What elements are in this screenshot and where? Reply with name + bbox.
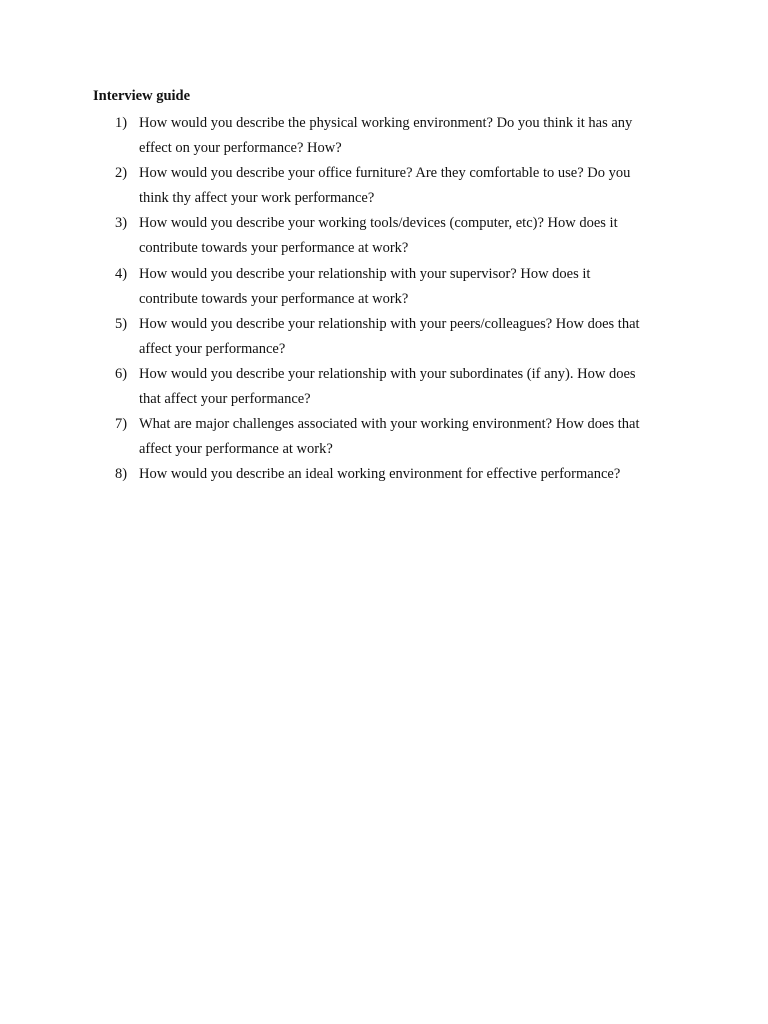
question-number: 3) (115, 215, 128, 232)
question-item-5 (93, 312, 693, 362)
question-text-line: affect your performance? (139, 340, 286, 357)
question-text-line: How would you describe your relationship with your subordinates (if any). How does (139, 365, 636, 382)
question-number: 2) (115, 165, 128, 182)
question-text-line: think thy affect your work performance? (139, 190, 375, 207)
question-text-line: affect your performance at work? (139, 441, 333, 458)
question-number: 5) (115, 315, 128, 332)
question-text-line: effect on your performance? How? (139, 140, 342, 157)
question-number: 6) (115, 365, 128, 382)
question-item-7 (93, 412, 693, 462)
question-list (93, 111, 693, 487)
question-text-line: How would you describe your office furniture? Are they comfortable to use? Do you (139, 165, 631, 182)
question-text-line: How would you describe your relationship with your peers/colleagues? How does that (139, 315, 640, 332)
question-number: 8) (115, 466, 128, 483)
question-number: 4) (115, 265, 128, 282)
question-text-line: How would you describe your relationship with your supervisor? How does it (139, 265, 591, 282)
question-item-2 (93, 161, 693, 211)
question-text-line: What are major challenges associated with your working environment? How does that (139, 416, 640, 433)
question-item-6 (93, 362, 693, 412)
question-text-line: that affect your performance? (139, 391, 311, 408)
question-text-line: How would you describe an ideal working environment for effective performance? (139, 466, 621, 483)
question-item-4 (93, 262, 693, 312)
question-text-line: How would you describe your working tools/devices (computer, etc)? How does it (139, 215, 618, 232)
question-item-8 (93, 462, 693, 487)
question-number: 7) (115, 416, 128, 433)
question-item-1 (93, 111, 693, 161)
question-text-line: How would you describe the physical working environment? Do you think it has any (139, 115, 633, 131)
question-number: 1) (115, 115, 128, 131)
question-text-line: contribute towards your performance at work? (139, 240, 409, 257)
document-title: Interview guide (93, 88, 191, 104)
question-text-line: contribute towards your performance at work? (139, 290, 409, 307)
question-item-3 (93, 211, 693, 261)
